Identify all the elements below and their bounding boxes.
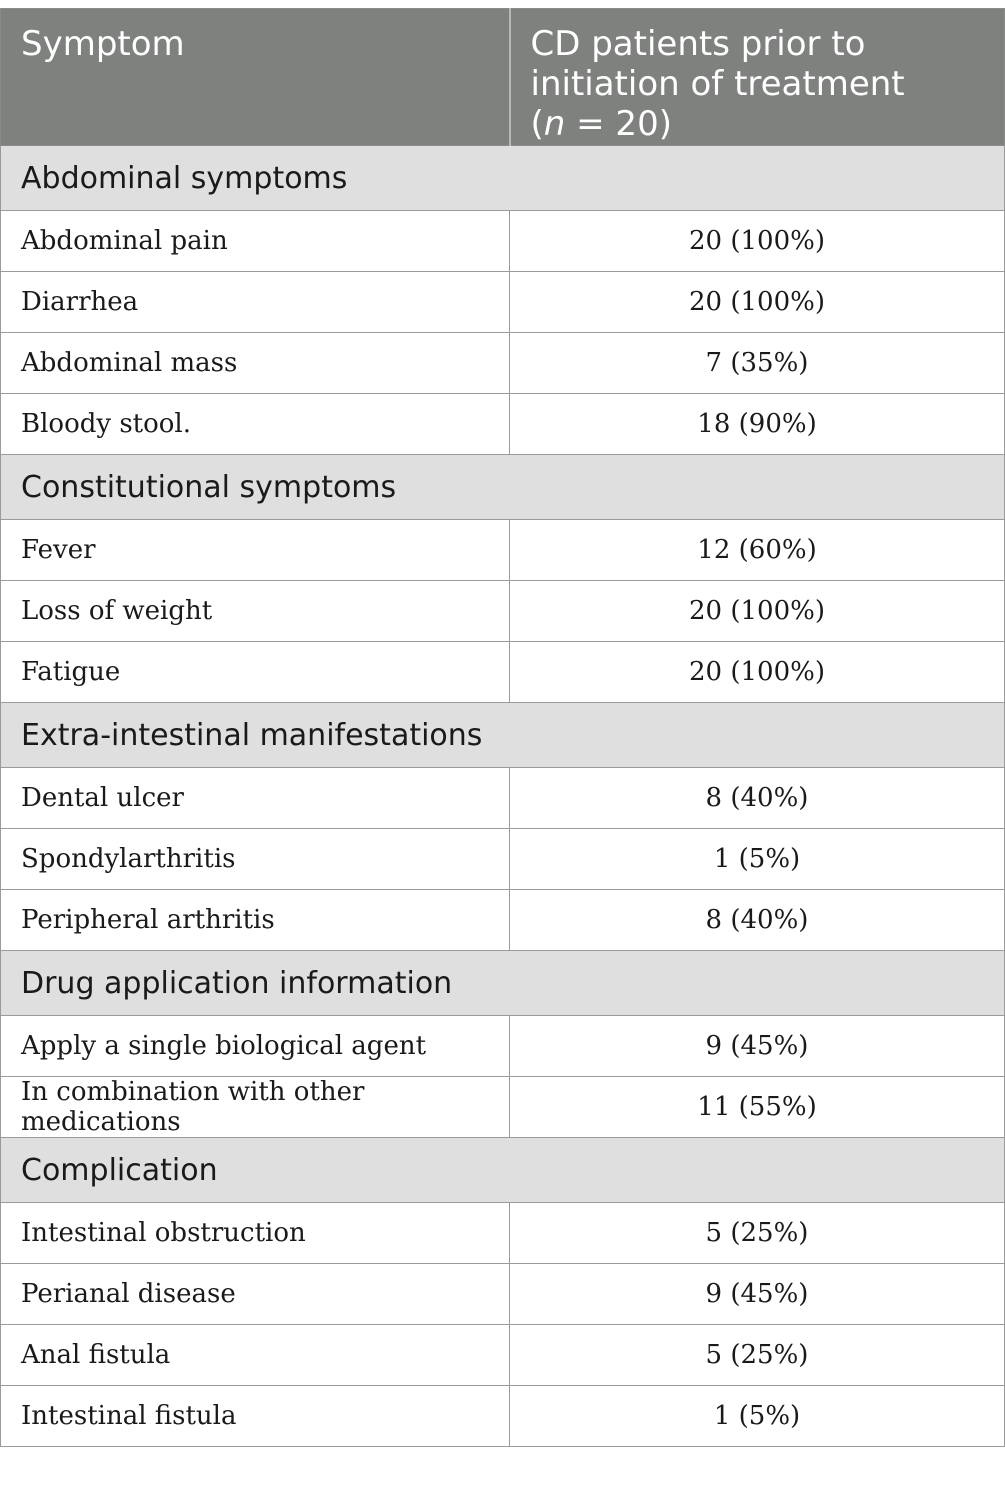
header-value-rest: = 20) bbox=[565, 104, 672, 144]
symptom-cell: Peripheral arthritis bbox=[1, 890, 510, 951]
table-row bbox=[1, 1325, 1005, 1386]
table-row bbox=[1, 520, 1005, 581]
table-row bbox=[1, 829, 1005, 890]
header-row bbox=[1, 9, 1005, 146]
table-row bbox=[1, 1016, 1005, 1077]
table-row bbox=[1, 890, 1005, 951]
header-value-line1: CD patients prior to bbox=[530, 24, 866, 64]
header-symptom: Symptom bbox=[1, 9, 510, 146]
section-constitutional-symptoms bbox=[1, 455, 1005, 703]
table-row bbox=[1, 272, 1005, 333]
section-title: Constitutional symptoms bbox=[1, 455, 1005, 520]
table-row bbox=[1, 1203, 1005, 1264]
symptom-table bbox=[0, 8, 1005, 1447]
value-cell: 18 (90%) bbox=[510, 394, 1005, 455]
table-row bbox=[1, 1077, 1005, 1138]
value-cell: 20 (100%) bbox=[510, 642, 1005, 703]
symptom-cell: Fever bbox=[1, 520, 510, 581]
section-title: Abdominal symptoms bbox=[1, 146, 1005, 211]
value-cell: 12 (60%) bbox=[510, 520, 1005, 581]
symptom-cell: Intestinal obstruction bbox=[1, 1203, 510, 1264]
table-row bbox=[1, 333, 1005, 394]
table-row bbox=[1, 581, 1005, 642]
symptom-cell: Diarrhea bbox=[1, 272, 510, 333]
section-abdominal-symptoms bbox=[1, 146, 1005, 455]
section-row bbox=[1, 455, 1005, 520]
value-cell: 20 (100%) bbox=[510, 581, 1005, 642]
table-row bbox=[1, 1264, 1005, 1325]
value-cell: 8 (40%) bbox=[510, 890, 1005, 951]
header-value-n: n bbox=[543, 104, 566, 144]
symptom-cell: Abdominal mass bbox=[1, 333, 510, 394]
value-cell: 20 (100%) bbox=[510, 211, 1005, 272]
section-title: Drug application information bbox=[1, 951, 1005, 1016]
value-cell: 20 (100%) bbox=[510, 272, 1005, 333]
section-row bbox=[1, 951, 1005, 1016]
section-title: Complication bbox=[1, 1138, 1005, 1203]
value-cell: 8 (40%) bbox=[510, 768, 1005, 829]
symptom-cell: Intestinal fistula bbox=[1, 1386, 510, 1447]
symptom-cell: Fatigue bbox=[1, 642, 510, 703]
section-row bbox=[1, 1138, 1005, 1203]
symptom-cell: Spondylarthritis bbox=[1, 829, 510, 890]
header-value-open: ( bbox=[530, 104, 544, 144]
symptom-cell: Loss of weight bbox=[1, 581, 510, 642]
symptom-cell: Anal fistula bbox=[1, 1325, 510, 1386]
value-cell: 7 (35%) bbox=[510, 333, 1005, 394]
header-value bbox=[510, 9, 1005, 146]
value-cell: 11 (55%) bbox=[510, 1077, 1005, 1138]
value-cell: 5 (25%) bbox=[510, 1325, 1005, 1386]
header-value-line2: initiation of treatment bbox=[530, 64, 905, 104]
value-cell: 1 (5%) bbox=[510, 829, 1005, 890]
symptom-cell: Abdominal pain bbox=[1, 211, 510, 272]
symptom-cell: Bloody stool. bbox=[1, 394, 510, 455]
value-cell: 1 (5%) bbox=[510, 1386, 1005, 1447]
symptom-cell: Perianal disease bbox=[1, 1264, 510, 1325]
symptom-cell: Dental ulcer bbox=[1, 768, 510, 829]
section-complication bbox=[1, 1138, 1005, 1447]
table-header bbox=[1, 9, 1005, 146]
table-row bbox=[1, 768, 1005, 829]
section-title: Extra-intestinal manifestations bbox=[1, 703, 1005, 768]
section-extra-intestinal-manifestations bbox=[1, 703, 1005, 951]
table-row bbox=[1, 1386, 1005, 1447]
table-row bbox=[1, 642, 1005, 703]
section-row bbox=[1, 146, 1005, 211]
value-cell: 5 (25%) bbox=[510, 1203, 1005, 1264]
value-cell: 9 (45%) bbox=[510, 1016, 1005, 1077]
value-cell: 9 (45%) bbox=[510, 1264, 1005, 1325]
table-row bbox=[1, 211, 1005, 272]
symptom-cell: In combination with other medications bbox=[1, 1077, 510, 1138]
symptom-cell: Apply a single biological agent bbox=[1, 1016, 510, 1077]
table-row bbox=[1, 394, 1005, 455]
section-drug-application-information bbox=[1, 951, 1005, 1138]
section-row bbox=[1, 703, 1005, 768]
